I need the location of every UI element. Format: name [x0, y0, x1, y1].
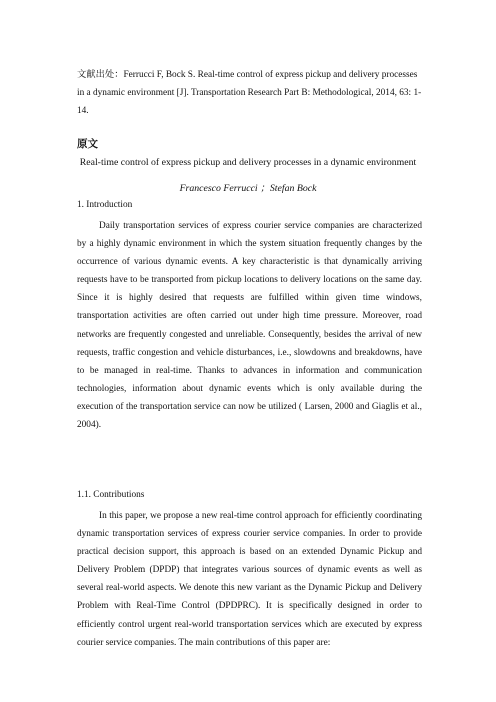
section-heading-contributions: 1.1. Contributions: [77, 490, 145, 500]
source-citation: 文献出处：Ferrucci F, Bock S. Real-time control of express pickup and delivery processes in a dynamic environment [J]. Transportation Research Part B: Methodological, 2014, 63: 1-14.: [77, 70, 422, 116]
section-heading-introduction: 1. Introduction: [77, 200, 133, 210]
paper-authors: Francesco Ferrucci ；Stefan Bock: [179, 183, 317, 194]
introduction-paragraph: Daily transportation services of express courier service companies are characterized by a highly dynamic environment in which the system situation frequently changes by the occurrence of various dynamic events. A key characteristic is that dynamically arriving requests have to be transported from pickup locations to delivery locations on the same day. Since it is highly desired that requests are fulfilled within given time windows, transportation activities are often carried out under high time pressure. Moreover, road networks are frequently congested and unreliable. Consequently, besides the arrival of new requests, traffic congestion and vehicle disturbances, i.e., slowdowns and breakdowns, have to be managed in real-time. Thanks to advances in information and communication technologies, information about dynamic events which is only available during the execution of the transportation service can now be utilized ( Larsen, 2000 and Giaglis et al., 2004).: [77, 221, 422, 431]
original-text-heading: 原文: [77, 138, 98, 150]
paper-title: Real-time control of express pickup and delivery processes in a dynamic environment: [79, 157, 417, 168]
contributions-paragraph: In this paper, we propose a new real-time control approach for efficiently coordinating dynamic transportation services of express courier service companies. In order to provide practical decision support, this approach is based on an extended Dynamic Pickup and Delivery Problem (DPDP) that integrates various sources of dynamic events as well as several real-world aspects. We denote this new variant as the Dynamic Pickup and Delivery Problem with Real-Time Control (DPDPRC). It is specifically designed in order to efficiently control urgent real-world transportation services which are executed by express courier service companies. The main contributions of this paper are:: [77, 511, 422, 648]
